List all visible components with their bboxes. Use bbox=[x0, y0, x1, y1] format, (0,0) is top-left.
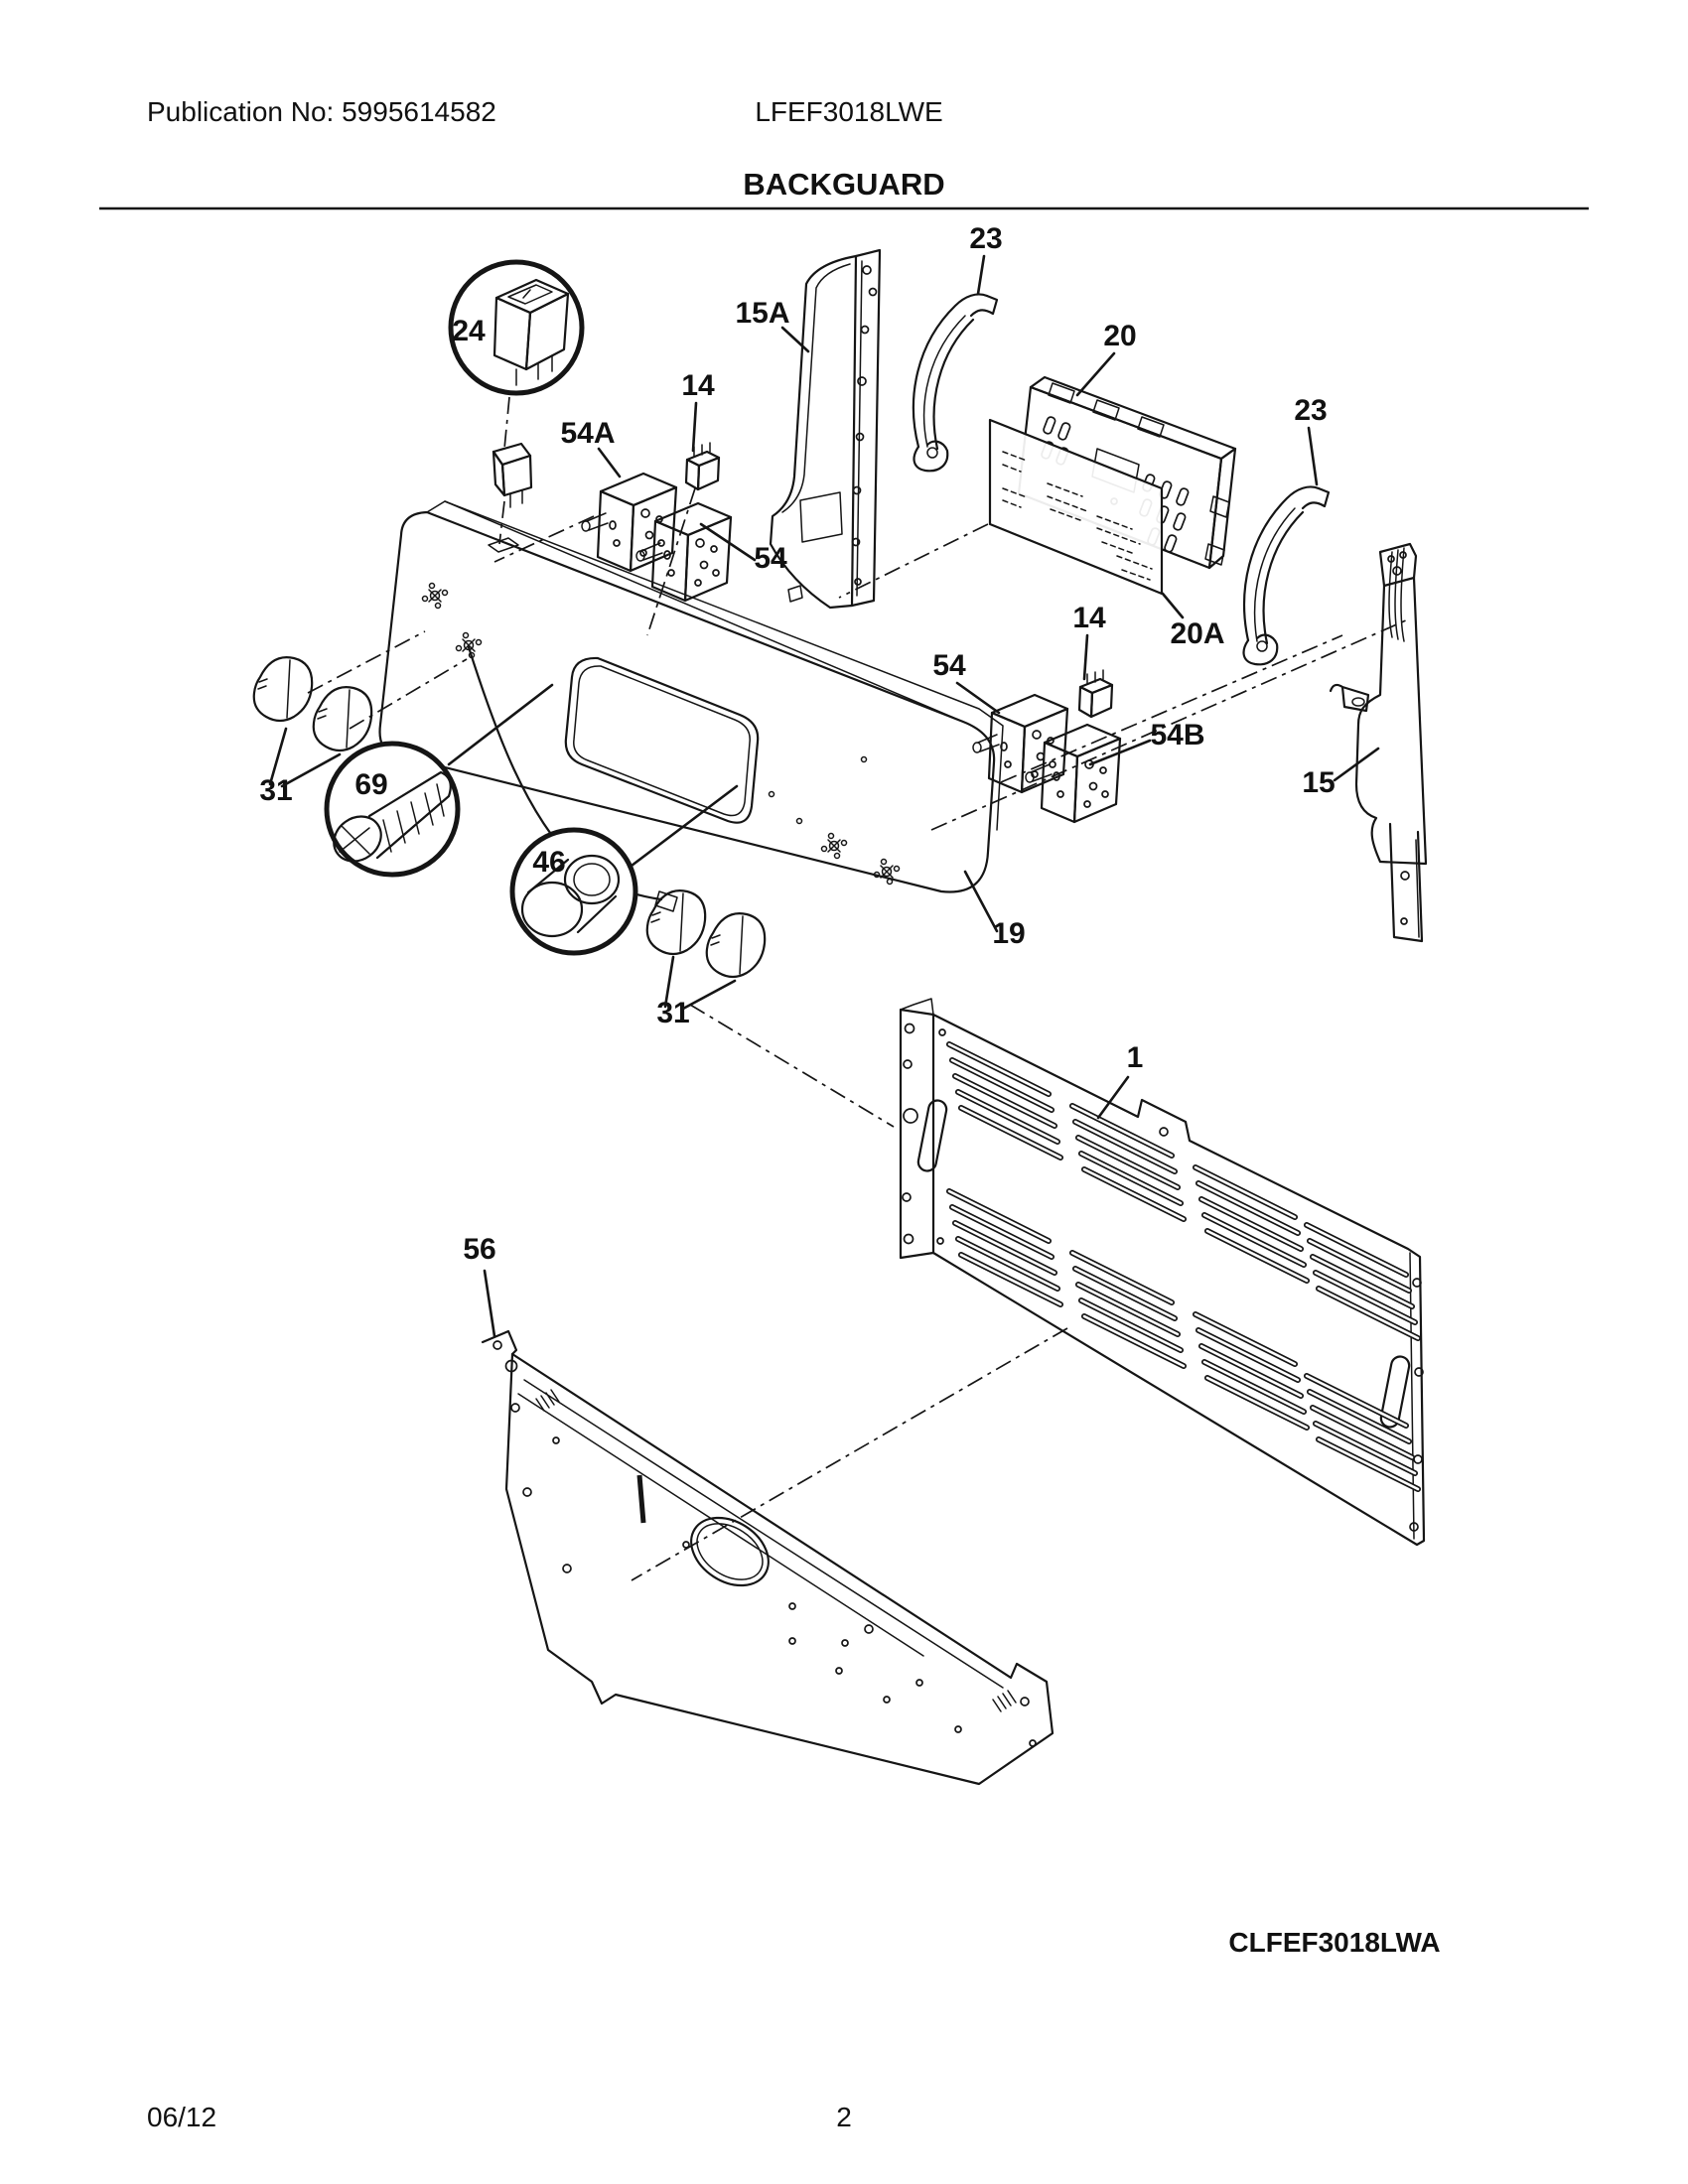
part-label-15: 15 bbox=[1302, 766, 1336, 799]
part-label-54A: 54A bbox=[560, 417, 616, 450]
part-label-15A: 15A bbox=[735, 297, 790, 330]
part-label-54-right: 54 bbox=[932, 649, 966, 682]
part-15-side-bracket bbox=[1302, 544, 1426, 941]
part-54A-switch bbox=[560, 417, 676, 571]
part-label-23-left: 23 bbox=[969, 222, 1003, 255]
part-label-31-bottom: 31 bbox=[656, 997, 690, 1029]
part-label-19: 19 bbox=[992, 917, 1026, 950]
part-label-23-right: 23 bbox=[1294, 394, 1328, 427]
part-label-54-left: 54 bbox=[754, 542, 787, 575]
diagram-code: CLFEF3018LWA bbox=[1228, 1927, 1441, 1958]
model-number: LFEF3018LWE bbox=[755, 96, 943, 127]
footer-date: 06/12 bbox=[147, 2102, 217, 2132]
part-label-69: 69 bbox=[354, 768, 388, 801]
part-31-knobs-bottom bbox=[647, 890, 765, 1029]
part-label-24: 24 bbox=[452, 315, 486, 347]
part-label-46: 46 bbox=[532, 846, 566, 879]
section-title: BACKGUARD bbox=[743, 167, 945, 202]
part-label-54B: 54B bbox=[1150, 719, 1205, 751]
part-24-rocker-switch bbox=[451, 262, 582, 507]
part-54-switch-left bbox=[636, 503, 787, 601]
footer-page-number: 2 bbox=[836, 2102, 852, 2132]
part-54B-switch bbox=[1026, 719, 1205, 822]
part-56-rear-panel bbox=[463, 1233, 1053, 1784]
page-footer bbox=[147, 1927, 1441, 2132]
part-label-14-right: 14 bbox=[1072, 602, 1106, 634]
part-14-switch-right bbox=[1072, 602, 1112, 717]
part-14-switch-left bbox=[681, 369, 719, 489]
page-header bbox=[99, 96, 1589, 208]
part-23-right-bracket bbox=[1244, 394, 1329, 664]
callout-circle-69 bbox=[327, 744, 458, 875]
part-label-14-left: 14 bbox=[681, 369, 715, 402]
part-20A-overlay bbox=[990, 420, 1225, 650]
part-label-20: 20 bbox=[1103, 320, 1137, 352]
part-label-56: 56 bbox=[463, 1233, 496, 1266]
publication-number: Publication No: 5995614582 bbox=[147, 96, 496, 127]
part-label-20A: 20A bbox=[1170, 617, 1225, 650]
part-label-31-left: 31 bbox=[259, 774, 293, 807]
part-label-1: 1 bbox=[1126, 1041, 1144, 1074]
part-1-vent-panel bbox=[901, 999, 1424, 1545]
